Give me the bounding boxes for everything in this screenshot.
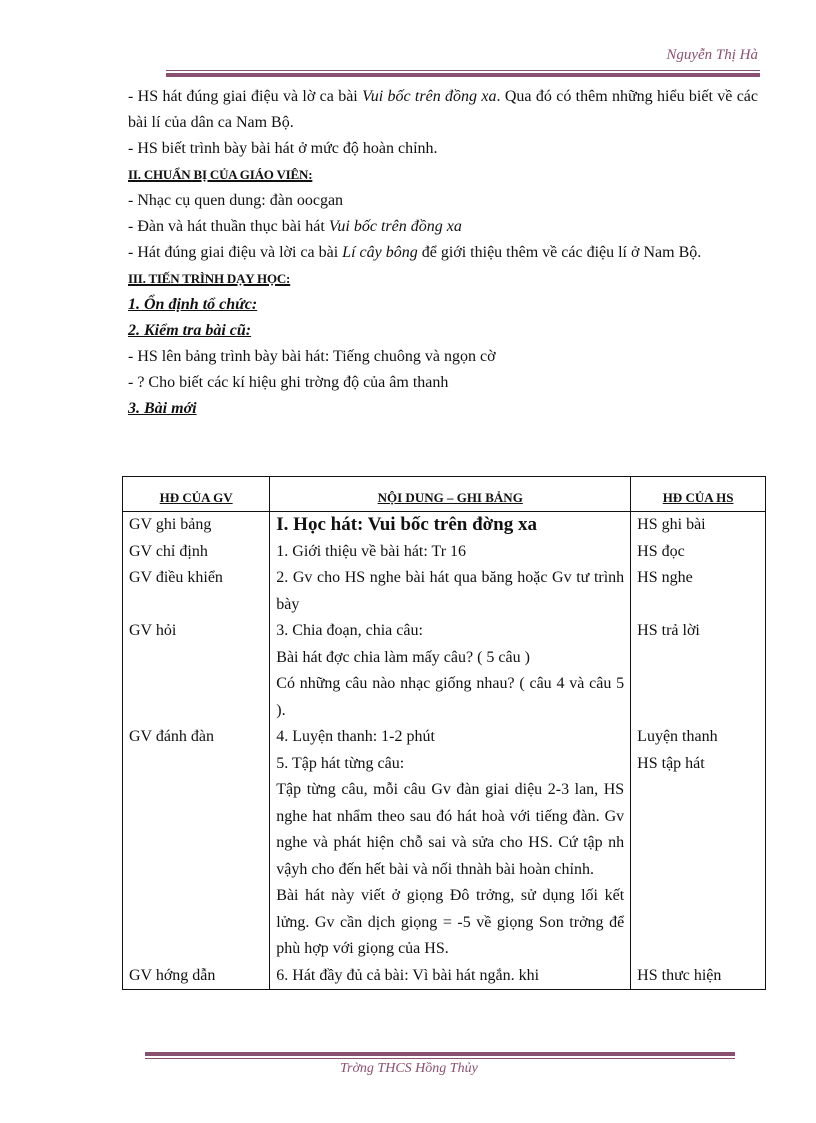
cell-gv: GV điều khiển [123,565,270,618]
table-row [123,565,766,618]
objective-1-text: - HS hát đúng giai điệu và lờ ca bài [128,88,358,105]
cell-hs: HS đọc [631,539,766,566]
cell-content [270,751,631,963]
prep-item-3-song: Lí cây bông [342,244,418,261]
section-3-heading: III. TIẾN TRÌNH DẠY HỌC: [128,271,291,286]
prep-item-3-text: - Hát đúng giai điệu và lời ca bài [128,244,339,261]
table-row [123,539,766,566]
table-header-row [123,477,766,512]
cell-content: 2. Gv cho HS nghe bài hát qua băng hoặc Gv tư trình bày [270,565,631,618]
lesson-activity-table [122,476,766,990]
song-title: Vui bốc trên đồng xa [362,88,497,105]
prep-item-2-text: - Đàn và hát thuần thục bài hát [128,218,325,235]
header-student-activity: HĐ CỦA HS [631,477,766,512]
subsection-1: 1. Ổn định tổ chức: [128,296,258,313]
header-rule-thin [166,70,760,71]
table-row [123,618,766,724]
check-item-1: - HS lên bảng trình bày bài hát: Tiếng chuông và ngọn cờ [128,348,496,365]
subsection-2: 2. Kiểm tra bài cũ: [128,322,252,339]
prep-item-3-tail: để giới thiệu thêm về các điệu lí ở Nam Bộ. [421,244,702,261]
prep-item-2-song: Vui bốc trên đồng xa [328,218,462,235]
cell-gv: GV hỏi [123,618,270,724]
subsection-3: 3. Bài mới [128,400,197,417]
cell-hs: Luyện thanh [631,724,766,751]
footer-rule-thin [145,1058,735,1059]
header-author: Nguyễn Thị Hà [666,47,758,63]
content-line: Tập từng câu, mỗi câu Gv đàn giai diệu 2-3 lan, HS nghe hat nhẩm theo sau đó hát hoà với tiếng đàn. Gv nghe và phát hiện chỗ sai và sửa cho HS. Cứ tập nh vậyh cho đến hết bài và nối thnàh bài hoàn chỉnh. [276,781,625,878]
table-row [123,963,766,990]
prep-item-2 [128,214,758,240]
header-teacher-activity: HĐ CỦA GV [123,477,270,512]
cell-hs: HS trả lời [631,618,766,724]
content-line: 5. Tập hát từng câu: [276,754,405,772]
cell-content [270,618,631,724]
cell-hs: HS nghe [631,565,766,618]
prep-item-1: - Nhạc cụ quen dung: đàn oocgan [128,192,344,209]
header-content: NỘI DUNG – GHI BẢNG [270,477,631,512]
table-row [123,724,766,751]
content-line: Bài hát đợc chia làm mấy câu? ( 5 câu ) [276,648,530,666]
objective-1-tail: . Qua đó có thêm những hiểu biết về các bài lí của dân ca Nam Bộ. [128,88,759,131]
footer-rule-thick [145,1052,735,1056]
table-row [123,751,766,963]
header-rule-thick [166,73,760,77]
prep-item-3 [128,240,758,266]
content-line: Có những câu nào nhạc giống nhau? ( câu 4 và câu 5 ). [276,675,625,719]
content-line: Bài hát này viết ở giọng Đô trởng, sử dụng lối kết lửng. Gv cần dịch giọng = -5 về giọng Son trởng để phù hợp với giọng của HS. [276,887,625,957]
objective-1 [128,84,758,136]
cell-content: I. Học hát: Vui bốc trên đờng xa [270,512,631,539]
cell-gv: GV đánh đàn [123,724,270,751]
cell-gv: GV hớng dẫn [123,963,270,990]
cell-hs: HS ghi bài [631,512,766,539]
footer-school: Trờng THCS Hồng Thủy [340,1061,478,1076]
cell-content: 4. Luyện thanh: 1-2 phút [270,724,631,751]
objective-2: - HS biết trình bày bài hát ở mức độ hoàn chỉnh. [128,140,438,157]
cell-hs: HS thưc hiện [631,963,766,990]
cell-content: 1. Giới thiệu về bài hát: Tr 16 [270,539,631,566]
cell-gv: GV ghi bảng [123,512,270,539]
content-line: 3. Chia đoạn, chia câu: [276,622,423,639]
section-2-heading: II. CHUẨN BỊ CỦA GIÁO VIÊN: [128,167,313,182]
cell-gv: GV chỉ định [123,539,270,566]
cell-content: 6. Hát đầy đủ cả bài: Vì bài hát ngắn. khi [270,963,631,990]
cell-hs: HS tập hát [631,751,766,963]
check-item-2: - ? Cho biết các kí hiệu ghi trờng độ của âm thanh [128,374,449,391]
lesson-plan-body [128,84,758,422]
cell-gv [123,751,270,963]
table-row [123,512,766,539]
